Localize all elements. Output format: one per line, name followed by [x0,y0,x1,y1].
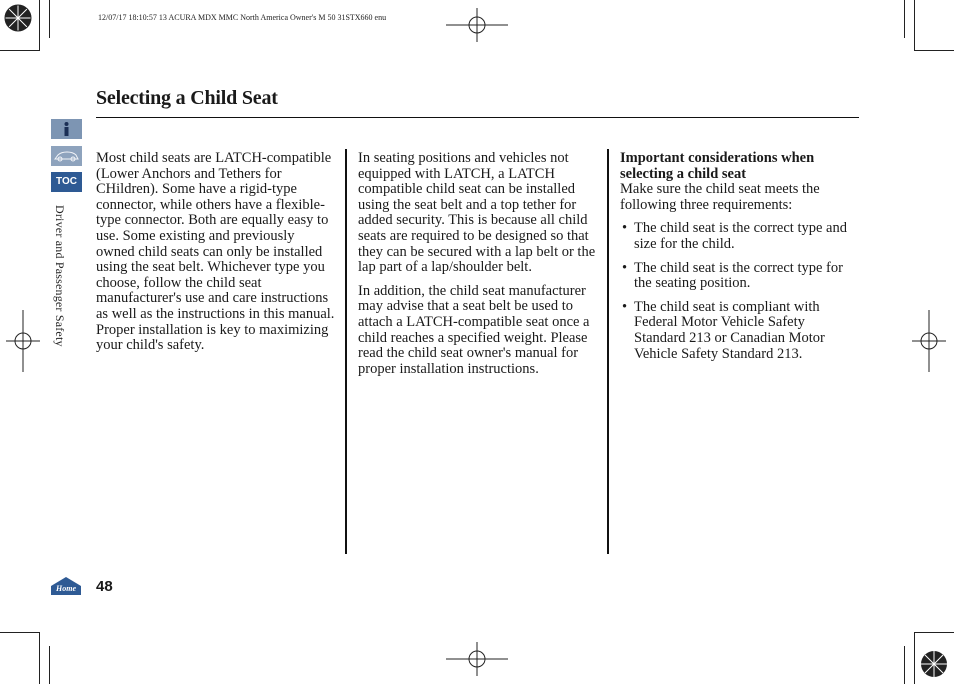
subheading: Important considerations when selecting a child seat [620,150,815,182]
intro-text: Make sure the child seat meets the following three requirements: [620,181,820,213]
list-item: • The child seat is the correct type for the seating position. [620,261,852,292]
page-number: 48 [96,578,113,595]
paragraph: In seating positions and vehicles not equipped with LATCH, a LATCH compatible child seat can be installed using the seat belt and a top tether for added security. This is because all child seats are required to be designed so that they can be secured with a lap belt or the lap part of a lap/shoulder belt. [358,150,596,276]
home-icon [50,576,82,596]
home-label: Home [56,584,76,593]
info-button[interactable] [51,119,82,139]
home-button[interactable] [50,576,82,596]
section-tab-label: Driver and Passenger Safety [53,205,67,347]
requirements-list [620,221,852,362]
crosshair-icon [446,642,508,676]
toc-button[interactable]: TOC [51,172,82,192]
list-item: • The child seat is compliant with Federal Motor Vehicle Safety Standard 213 or Canadian Motor Vehicle Safety Standard 213. [620,300,852,362]
column-1 [96,151,336,362]
vehicle-button[interactable] [51,146,82,166]
paragraph: In addition, the child seat manufacturer may advise that a seat belt be used to attach a LATCH-compatible seat once a child reaches a specified weight. Please read the child seat owner's manual for proper installation instructions. [358,282,590,377]
crosshair-icon [446,8,508,42]
info-icon [51,119,82,139]
column-divider [607,149,609,554]
page-title: Selecting a Child Seat [96,87,278,109]
column-2 [358,151,598,385]
registration-target-icon [0,0,36,36]
title-divider [96,117,859,118]
list-item: • The child seat is the correct type and size for the child. [620,221,852,252]
paragraph: Most child seats are LATCH-compatible (Lower Anchors and Tethers for CHildren). Some have a rigid-type connector, while others have a flexible-type connector. Both are equally easy to use. Some existing and previously owned child seats can only be installed using the seat belt. Whichever type you choose, follow the child seat manufacturer's use and care instructions as well as the instructions in this manual. Proper installation is key to maximizing your child's safety. [96,150,335,354]
print-info: 12/07/17 18:10:57 13 ACURA MDX MMC North America Owner's M 50 31STX660 enu [98,13,387,22]
crosshair-icon [912,310,946,372]
column-3 [620,151,852,370]
car-icon [51,146,82,166]
column-divider [345,149,347,554]
registration-target-icon [916,646,952,682]
crosshair-icon [6,310,40,372]
